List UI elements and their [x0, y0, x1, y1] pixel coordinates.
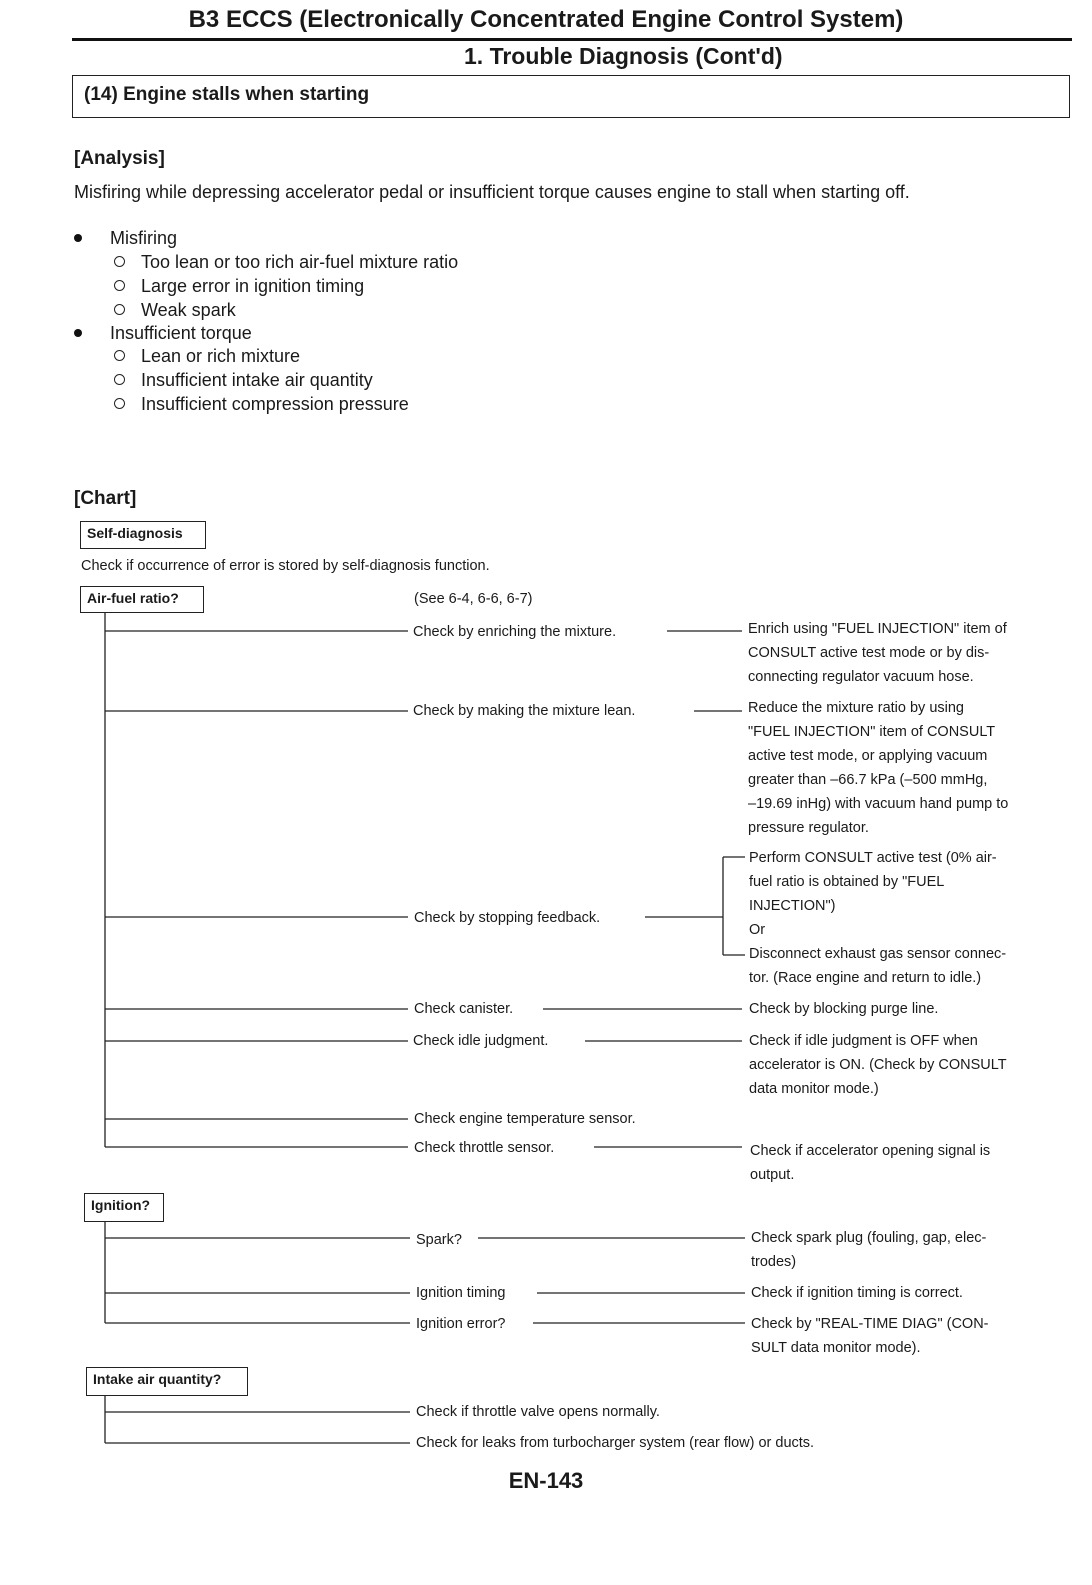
action-feedback-line: fuel ratio is obtained by "FUEL [749, 874, 945, 890]
section-title: (14) Engine stalls when starting [84, 84, 370, 105]
action-canister: Check by blocking purge line. [749, 1001, 939, 1017]
check-lean: Check by making the mixture lean. [413, 703, 636, 719]
action-spark-line: Check spark plug (fouling, gap, elec- [751, 1230, 987, 1246]
action-timing: Check if ignition timing is correct. [751, 1285, 963, 1301]
check-enrich: Check by enriching the mixture. [413, 624, 617, 640]
action-feedback-line: INJECTION") [749, 898, 836, 914]
action-lean-line: active test mode, or applying vacuum [748, 748, 988, 764]
action-throttle-line: Check if accelerator opening signal is [750, 1143, 991, 1159]
action-lean-line: "FUEL INJECTION" item of CONSULT [748, 724, 996, 740]
action-enrich-line: connecting regulator vacuum hose. [748, 669, 974, 685]
action-enrich-line: CONSULT active test mode or by dis- [748, 645, 990, 661]
check-throttle: Check throttle sensor. [414, 1140, 555, 1156]
action-lean-line: pressure regulator. [748, 820, 869, 836]
check-canister: Check canister. [414, 1001, 514, 1017]
air-fuel-box: Air-fuel ratio? [80, 586, 204, 613]
action-idle-line: data monitor mode.) [749, 1081, 879, 1097]
circle-icon [114, 398, 125, 409]
check-idle: Check idle judgment. [413, 1033, 549, 1049]
header-title: B3 ECCS (Electronically Concentrated Engine Control System) [188, 6, 904, 33]
check-ignition-error: Ignition error? [416, 1316, 506, 1332]
page-number: EN-143 [508, 1468, 584, 1493]
torque-item: Lean or rich mixture [141, 346, 301, 366]
bullet-dot [74, 329, 82, 337]
self-diagnosis-box: Self-diagnosis [80, 521, 206, 549]
misfiring-item: Too lean or too rich air-fuel mixture ratio [141, 252, 459, 272]
check-feedback: Check by stopping feedback. [414, 910, 601, 926]
action-idle-line: Check if idle judgment is OFF when [749, 1033, 978, 1049]
action-lean-line: Reduce the mixture ratio by using [748, 700, 964, 716]
action-lean-line: –19.69 inHg) with vacuum hand pump to [748, 796, 1009, 812]
action-enrich-line: Enrich using "FUEL INJECTION" item of [748, 621, 1007, 637]
action-spark-line: trodes) [751, 1254, 797, 1270]
check-turbo-leaks: Check for leaks from turbocharger system (rear flow) or ducts. [416, 1435, 815, 1451]
check-throttle-valve: Check if throttle valve opens normally. [416, 1404, 660, 1420]
header-rule [72, 38, 1072, 41]
action-feedback-or: Or [749, 922, 766, 938]
circle-icon [114, 374, 125, 385]
misfiring-item: Large error in ignition timing [141, 276, 365, 296]
bullet-misfiring: Misfiring [110, 228, 178, 248]
check-engine-temp: Check engine temperature sensor. [414, 1111, 636, 1127]
analysis-heading: [Analysis] [74, 148, 165, 169]
circle-icon [114, 350, 125, 361]
chart-heading: [Chart] [74, 488, 137, 509]
header-subtitle: 1. Trouble Diagnosis (Cont'd) [464, 43, 783, 69]
torque-item: Insufficient intake air quantity [141, 370, 373, 390]
action-feedback-line: Perform CONSULT active test (0% air- [749, 850, 997, 866]
circle-icon [114, 304, 125, 315]
action-error-line: SULT data monitor mode). [751, 1340, 921, 1356]
action-feedback-line: Disconnect exhaust gas sensor connec- [749, 946, 1007, 962]
self-diagnosis-text: Check if occurrence of error is stored by self-diagnosis function. [81, 558, 490, 574]
circle-icon [114, 256, 125, 267]
misfiring-item: Weak spark [141, 300, 236, 320]
circle-icon [114, 280, 125, 291]
action-throttle-line: output. [750, 1167, 795, 1183]
analysis-text: Misfiring while depressing accelerator pedal or insufficient torque causes engine to stall when starting off. [74, 182, 910, 202]
check-ignition-timing: Ignition timing [416, 1285, 506, 1301]
bullet-dot [74, 234, 82, 242]
action-error-line: Check by "REAL-TIME DIAG" (CON- [751, 1316, 989, 1332]
action-lean-line: greater than –66.7 kPa (–500 mmHg, [748, 772, 988, 788]
intake-air-box: Intake air quantity? [86, 1367, 248, 1396]
ignition-box: Ignition? [84, 1193, 164, 1222]
check-spark: Spark? [416, 1232, 462, 1248]
action-feedback-line: tor. (Race engine and return to idle.) [749, 970, 982, 986]
bullet-insufficient-torque: Insufficient torque [110, 323, 252, 343]
air-fuel-reference: (See 6-4, 6-6, 6-7) [414, 591, 533, 607]
torque-item: Insufficient compression pressure [141, 394, 409, 414]
action-idle-line: accelerator is ON. (Check by CONSULT [749, 1057, 1007, 1073]
